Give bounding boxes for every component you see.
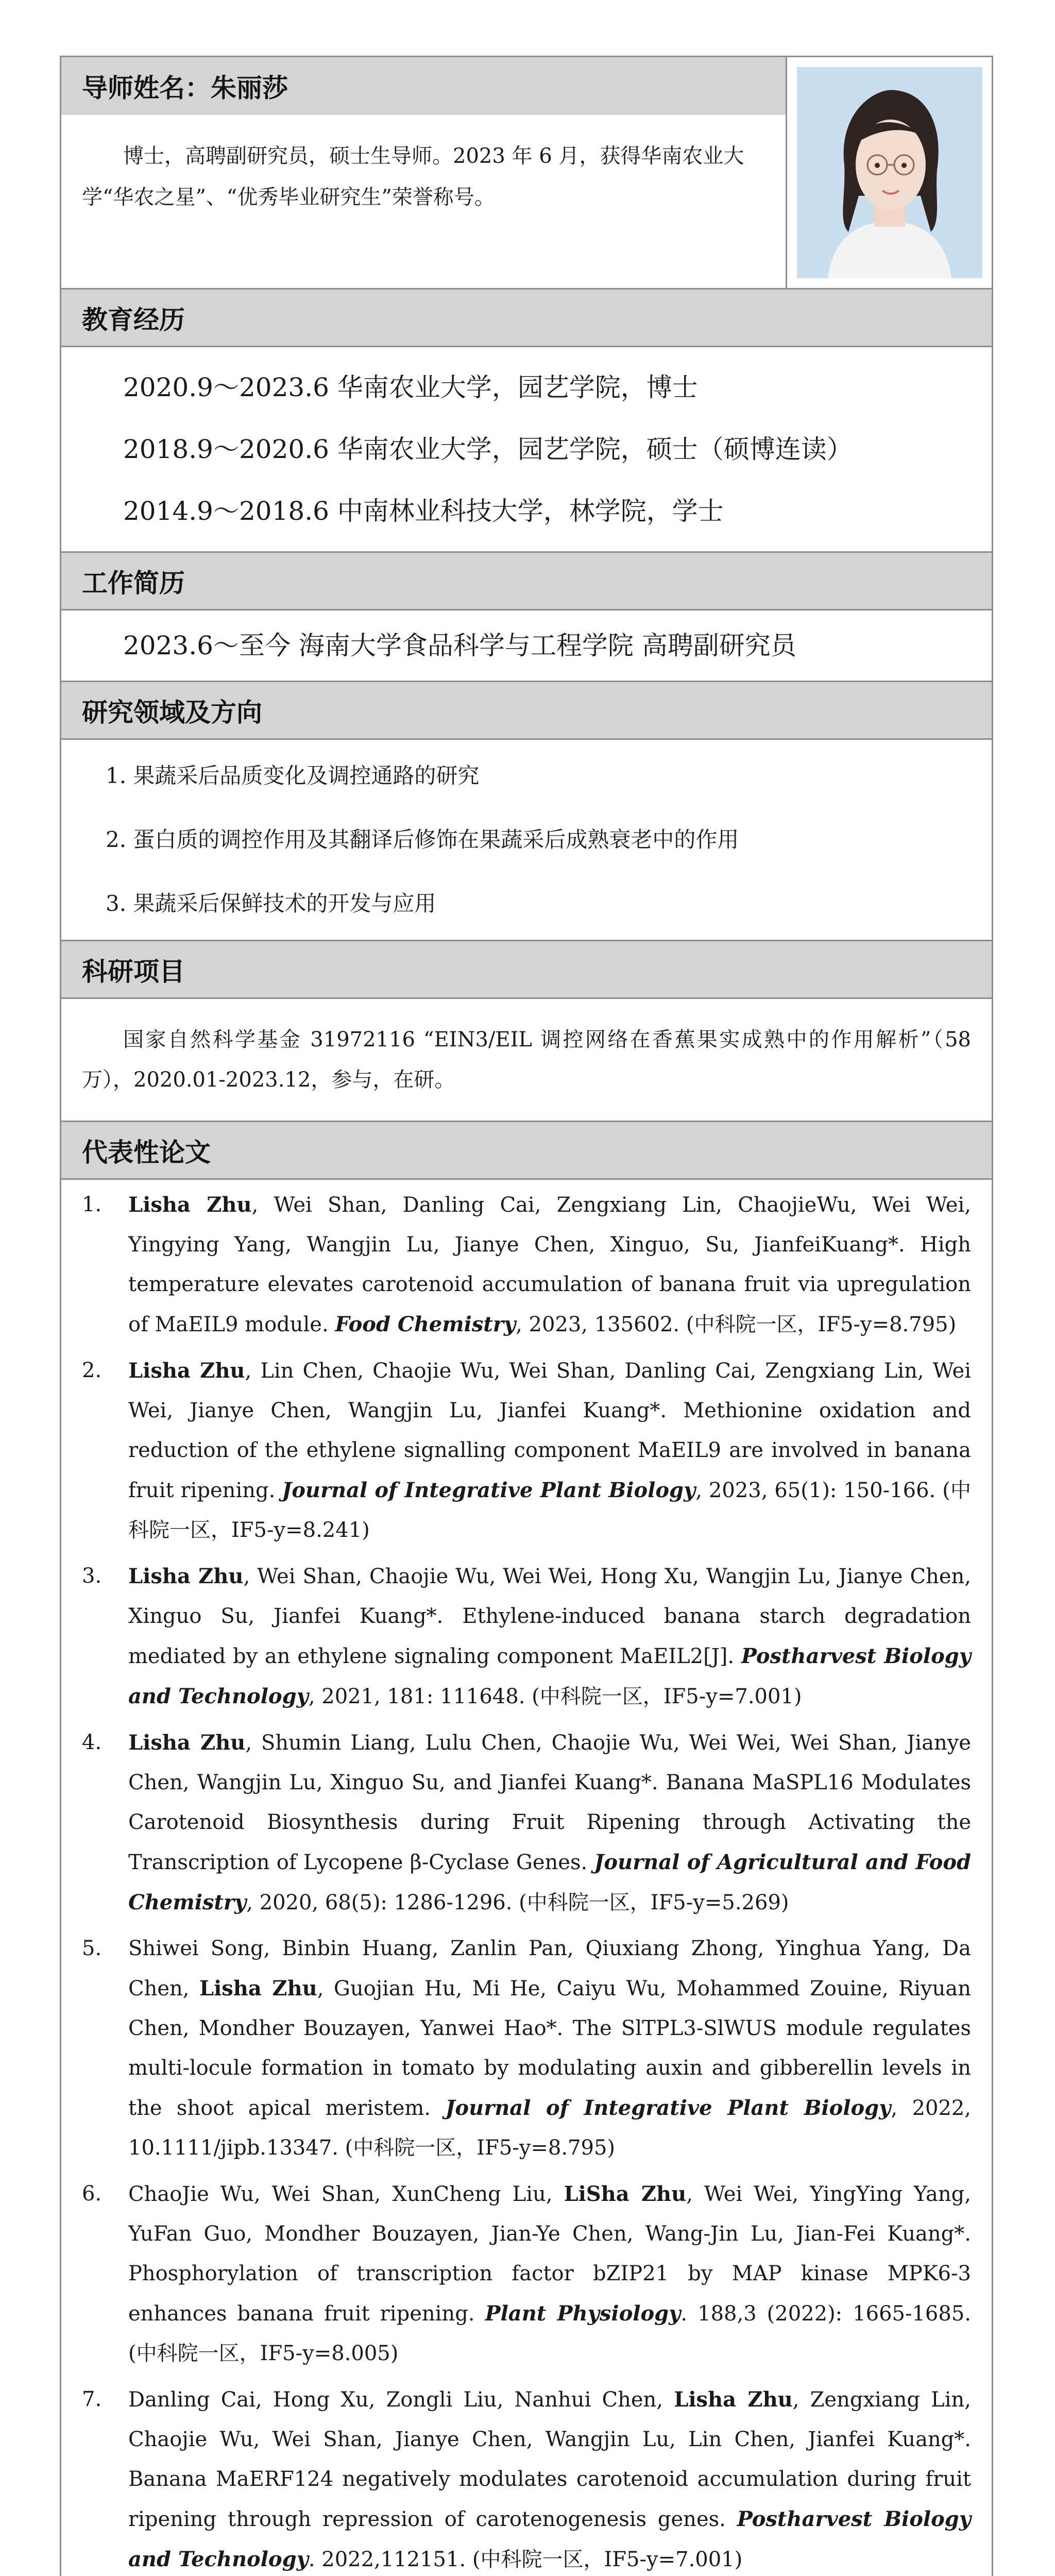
paper-coauthors: Danling Cai, Hong Xu, Zongli Liu, Nanhui Chen, — [128, 2388, 674, 2412]
research-heading: 研究领域及方向 — [61, 681, 992, 738]
paper-number: 1. — [82, 1193, 102, 1216]
paper-number: 6. — [82, 2182, 102, 2206]
paper-number: 2. — [82, 1359, 102, 1382]
paper-journal: Postharvest Biology and Technology — [128, 1644, 972, 1708]
profile-document — [60, 56, 993, 2576]
research-item: 2. 蛋白质的调控作用及其翻译后修饰在果蔬采后成熟衰老中的作用 — [106, 827, 739, 852]
paper-highlight-author: LiSha Zhu — [564, 2182, 687, 2206]
research-item: 1. 果蔬采后品质变化及调控通路的研究 — [106, 763, 480, 788]
paper-item — [61, 1185, 992, 1345]
paper-authors-title: , Wei Shan, Danling Cai, Zengxiang Lin, ChaojieWu, Wei Wei, Yingying Yang, Wangjin Lu, Jianye Chen, Xinguo, Su, JianfeiKuang*. High temperature elevates carotenoid accumulation of banana fruit via upregulation of MaEIL9 module. — [128, 1193, 971, 1336]
paper-item — [61, 2380, 992, 2576]
papers-section — [61, 1178, 992, 2576]
paper-authors-title: , Zengxiang Lin, Chaojie Wu, Wei Shan, Jianye Chen, Wangjin Lu, Lin Chen, Jianfei Kuang*. Banana MaERF124 negatively modulates carotenoid accumulation during fruit ripening through repression of carotenogenesis genes. — [128, 2388, 972, 2531]
paper-number: 3. — [82, 1564, 102, 1588]
work-section — [61, 609, 992, 681]
education-item: 2014.9～2018.6 中南林业科技大学，林学院，学士 — [123, 496, 724, 526]
paper-lead-author: Lisha Zhu — [128, 1731, 246, 1755]
paper-coauthors: ChaoJie Wu, Wei Shan, XunCheng Liu, — [128, 2182, 564, 2206]
paper-journal: Postharvest Biology and Technology — [128, 2507, 971, 2571]
advisor-name-heading: 导师姓名：朱丽莎 — [61, 57, 786, 115]
paper-number: 4. — [82, 1731, 102, 1754]
paper-authors-title: , Wei Wei, YingYing Yang, YuFan Guo, Mondher Bouzayen, Jian-Ye Chen, Wang-Jin Lu, Jian-Fei Kuang*. Phosphorylation of transcription factor bZIP21 by MAP kinase MPK6-3 enhances banana fruit ripening. — [128, 2182, 971, 2326]
paper-highlight-author: Lisha Zhu — [199, 1976, 317, 2001]
work-item: 2023.6～至今 海南大学食品科学与工程学院 高聘副研究员 — [123, 631, 796, 660]
photo-cell — [786, 57, 992, 288]
paper-authors-title: , Wei Shan, Chaojie Wu, Wei Wei, Hong Xu, Wangjin Lu, Jianye Chen, Xinguo Su, Jianfei Kuang*. Ethylene-induced banana starch degradation mediated by an ethylene signaling component MaEIL2[J]. — [128, 1565, 971, 1668]
paper-lead-author: Lisha Zhu — [128, 1359, 245, 1383]
research-section — [61, 738, 992, 940]
paper-citation: , 2023, 65(1): 150-166. (中科院一区，IF5-y=8.241) — [128, 1479, 972, 1542]
paper-item — [61, 1929, 992, 2168]
education-item: 2018.9～2020.6 华南农业大学，园艺学院，硕士（硕博连读） — [123, 434, 853, 464]
paper-lead-author: Lisha Zhu — [128, 1193, 252, 1217]
projects-section — [61, 997, 992, 1121]
paper-citation: . 188,3 (2022): 1665-1685. (中科院一区，IF5-y=8.005) — [128, 2302, 971, 2365]
paper-citation: , 2022, 10.1111/jipb.13347. (中科院一区，IF5-y=8.795) — [128, 2096, 972, 2160]
paper-journal: Food Chemistry — [335, 1312, 516, 1336]
portrait-image — [797, 67, 982, 278]
paper-citation: , 2023, 135602. (中科院一区，IF5-y=8.795) — [516, 1313, 957, 1336]
paper-citation: , 2021, 181: 111648. (中科院一区，IF5-y=7.001) — [308, 1685, 802, 1708]
project-text: 国家自然科学基金 31972116 “EIN3/EIL 调控网络在香蕉果实成熟中的作用解析”（58 万），2020.01-2023.12，参与，在研。 — [82, 1028, 971, 1092]
paper-coauthors: Shiwei Song, Binbin Huang, Zanlin Pan, Qiuxiang Zhong, Yinghua Yang, Da Chen, — [128, 1937, 971, 2001]
paper-authors-title: , Lin Chen, Chaojie Wu, Wei Shan, Danling Cai, Zengxiang Lin, Wei Wei, Jianye Chen, Wangjin Lu, Jianfei Kuang*. Methionine oxidation and reduction of the ethylene signalling component MaEIL9 are involved in banana fruit ripening. — [128, 1359, 971, 1502]
paper-number: 5. — [82, 1937, 102, 1960]
paper-highlight-author: Lisha Zhu — [674, 2387, 793, 2412]
education-item: 2020.9～2023.6 华南农业大学，园艺学院，博士 — [123, 372, 698, 402]
paper-citation: , 2020, 68(5): 1286-1296. (中科院一区，IF5-y=5.269) — [246, 1891, 789, 1914]
paper-citation: . 2022,112151. (中科院一区，IF5-y=7.001) — [308, 2548, 743, 2571]
education-section — [61, 346, 992, 551]
papers-heading: 代表性论文 — [61, 1121, 992, 1178]
paper-journal: Journal of Integrative Plant Biology — [445, 2096, 891, 2120]
education-heading: 教育经历 — [61, 288, 992, 346]
paper-item — [61, 1351, 992, 1550]
projects-heading: 科研项目 — [61, 940, 992, 997]
paper-lead-author: Lisha Zhu — [128, 1564, 244, 1588]
paper-number: 7. — [82, 2387, 102, 2411]
advisor-photo — [797, 67, 982, 278]
profile-header-section — [61, 57, 992, 288]
paper-journal: Plant Physiology — [485, 2301, 681, 2326]
paper-item — [61, 2174, 992, 2374]
paper-journal: Journal of Agricultural and Food Chemistry — [128, 1850, 971, 1914]
paper-authors-title: , Shumin Liang, Lulu Chen, Chaojie Wu, Wei Wei, Wei Shan, Jianye Chen, Wangjin Lu, Xinguo Su, and Jianfei Kuang*. Banana MaSPL16 Modulates Carotenoid Biosynthesis during Fruit Ripening through Activating the Transcription of Lycopene β-Cyclase Genes. — [128, 1731, 971, 1874]
research-item: 3. 果蔬采后保鲜技术的开发与应用 — [106, 891, 436, 916]
paper-journal: Journal of Integrative Plant Biology — [282, 1478, 696, 1502]
advisor-intro: 博士，高聘副研究员，硕士生导师。2023 年 6 月，获得华南农业大学“华农之星”、“优秀毕业研究生”荣誉称号。 — [82, 144, 744, 209]
paper-item — [61, 1556, 992, 1717]
paper-authors-title: , Guojian Hu, Mi He, Caiyu Wu, Mohammed Zouine, Riyuan Chen, Mondher Bouzayen, Yanwei Hao*. The SlTPL3-SlWUS module regulates multi-locule formation in tomato by modulating auxin and gibberellin levels in the shoot apical meristem. — [128, 1977, 971, 2120]
work-heading: 工作简历 — [61, 551, 992, 609]
paper-item — [61, 1723, 992, 1923]
